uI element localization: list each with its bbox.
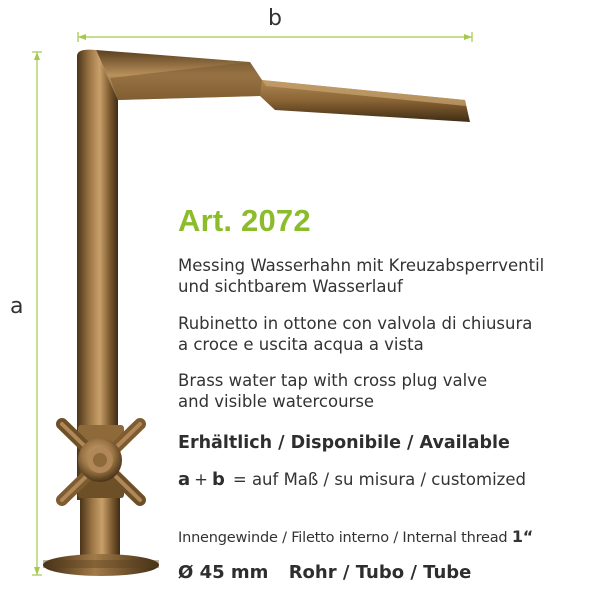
formula-b: b xyxy=(211,469,225,490)
formula-plus: + xyxy=(194,470,208,489)
article-title: Art. 2072 xyxy=(178,203,311,238)
description-line: Brass water tap with cross plug valve xyxy=(178,371,488,390)
dimension-label-b: b xyxy=(268,6,282,31)
description-italian xyxy=(178,313,588,355)
thread-size: 1“ xyxy=(511,527,534,546)
custom-size-row xyxy=(178,469,526,490)
formula-a: a xyxy=(178,469,191,490)
description-english xyxy=(178,370,588,412)
description-line: Rubinetto in ottone con valvola di chiusura xyxy=(178,314,533,333)
description-line: und sichtbarem Wasserlauf xyxy=(178,277,403,296)
thread-row xyxy=(178,527,533,546)
dimension-line-b xyxy=(78,32,472,42)
description-line: and visible watercourse xyxy=(178,392,375,411)
tube-diameter: Ø 45 mm xyxy=(178,562,269,583)
tube-row xyxy=(178,562,471,583)
thread-text: Innengewinde / Filetto interno / Internal thread xyxy=(178,530,508,546)
faucet-lower-tube xyxy=(80,495,120,555)
dimension-label-a: a xyxy=(10,294,24,319)
description-line: Messing Wasserhahn mit Kreuzabsperrventil xyxy=(178,256,545,275)
custom-size-text: = auf Maß / su misura / customized xyxy=(232,470,526,489)
description-german xyxy=(178,255,588,297)
availability-heading: Erhältlich / Disponibile / Available xyxy=(178,433,510,453)
dimension-line-a xyxy=(32,52,42,575)
description-line: a croce e uscita acqua a vista xyxy=(178,335,424,354)
tube-text: Rohr / Tubo / Tube xyxy=(288,562,472,583)
